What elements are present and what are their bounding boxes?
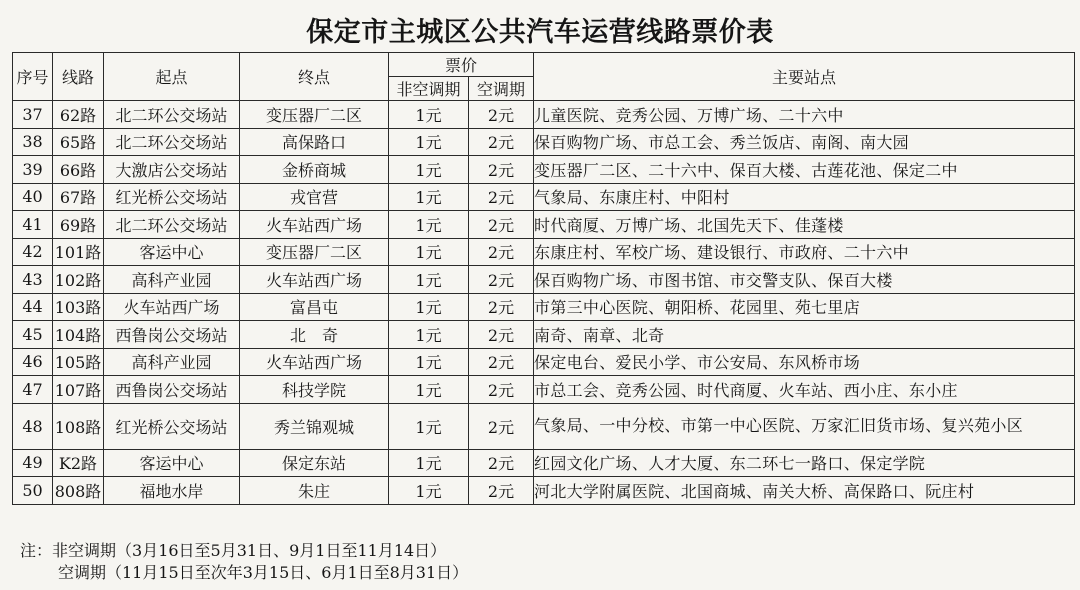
cell-start: 火车站西广场 <box>104 293 240 321</box>
cell-seq: 40 <box>13 183 53 211</box>
cell-stops: 保百购物广场、市图书馆、市交警支队、保百大楼 <box>534 266 1075 294</box>
cell-stops: 气象局、东康庄村、中阳村 <box>534 183 1075 211</box>
cell-start: 客运中心 <box>104 449 240 477</box>
table-row <box>13 293 1075 321</box>
cell-route: 66路 <box>53 156 104 184</box>
cell-route: 107路 <box>53 376 104 404</box>
cell-end: 变压器厂二区 <box>240 238 389 266</box>
cell-seq: 42 <box>13 238 53 266</box>
cell-fare-non-ac: 1元 <box>389 376 469 404</box>
cell-end: 科技学院 <box>240 376 389 404</box>
header-start: 起点 <box>104 53 240 101</box>
table-row <box>13 156 1075 184</box>
cell-fare-non-ac: 1元 <box>389 348 469 376</box>
cell-seq: 37 <box>13 101 53 129</box>
header-fare: 票价 <box>389 53 534 77</box>
cell-fare-ac: 2元 <box>469 348 534 376</box>
cell-end: 北 奇 <box>240 321 389 349</box>
cell-route: 69路 <box>53 211 104 239</box>
table-row <box>13 238 1075 266</box>
cell-fare-non-ac: 1元 <box>389 266 469 294</box>
cell-end: 火车站西广场 <box>240 211 389 239</box>
cell-end: 戎官营 <box>240 183 389 211</box>
cell-stops: 保百购物广场、市总工会、秀兰饭店、南阁、南大园 <box>534 128 1075 156</box>
cell-fare-ac: 2元 <box>469 477 534 505</box>
cell-route: 67路 <box>53 183 104 211</box>
cell-fare-non-ac: 1元 <box>389 211 469 239</box>
cell-start: 红光桥公交场站 <box>104 403 240 449</box>
table-row <box>13 348 1075 376</box>
header-stops: 主要站点 <box>534 53 1075 101</box>
fare-table <box>12 52 1075 505</box>
cell-stops: 气象局、一中分校、市第一中心医院、万家汇旧货市场、复兴苑小区 <box>534 403 1075 449</box>
note-line-1 <box>20 540 468 562</box>
cell-seq: 41 <box>13 211 53 239</box>
cell-stops: 儿童医院、竞秀公园、万博广场、二十六中 <box>534 101 1075 129</box>
cell-end: 高保路口 <box>240 128 389 156</box>
cell-fare-ac: 2元 <box>469 156 534 184</box>
cell-fare-ac: 2元 <box>469 101 534 129</box>
cell-fare-non-ac: 1元 <box>389 321 469 349</box>
cell-seq: 38 <box>13 128 53 156</box>
table-row <box>13 376 1075 404</box>
cell-start: 福地水岸 <box>104 477 240 505</box>
cell-route: 62路 <box>53 101 104 129</box>
table-row <box>13 211 1075 239</box>
cell-end: 朱庄 <box>240 477 389 505</box>
cell-start: 北二环公交场站 <box>104 128 240 156</box>
cell-seq: 50 <box>13 477 53 505</box>
cell-start: 北二环公交场站 <box>104 101 240 129</box>
table-row <box>13 321 1075 349</box>
cell-fare-ac: 2元 <box>469 293 534 321</box>
cell-fare-ac: 2元 <box>469 128 534 156</box>
cell-stops: 变压器厂二区、二十六中、保百大楼、古莲花池、保定二中 <box>534 156 1075 184</box>
cell-fare-ac: 2元 <box>469 238 534 266</box>
header-route: 线路 <box>53 53 104 101</box>
cell-fare-non-ac: 1元 <box>389 449 469 477</box>
note-prefix: 注： <box>20 541 53 560</box>
cell-stops: 河北大学附属医院、北国商城、南关大桥、高保路口、阮庄村 <box>534 477 1075 505</box>
cell-route: 103路 <box>53 293 104 321</box>
table-row <box>13 183 1075 211</box>
cell-fare-ac: 2元 <box>469 183 534 211</box>
cell-seq: 39 <box>13 156 53 184</box>
cell-seq: 43 <box>13 266 53 294</box>
cell-end: 火车站西广场 <box>240 348 389 376</box>
cell-start: 西鲁岗公交场站 <box>104 321 240 349</box>
cell-fare-non-ac: 1元 <box>389 183 469 211</box>
note-non-ac-period: 非空调期（3月16日至5月31日、9月1日至11月14日） <box>52 541 447 560</box>
header-fare-non-ac: 非空调期 <box>389 77 469 101</box>
cell-end: 秀兰锦观城 <box>240 403 389 449</box>
notes <box>20 540 468 584</box>
table-row <box>13 101 1075 129</box>
cell-fare-ac: 2元 <box>469 376 534 404</box>
cell-fare-non-ac: 1元 <box>389 238 469 266</box>
cell-route: 102路 <box>53 266 104 294</box>
cell-fare-non-ac: 1元 <box>389 293 469 321</box>
cell-fare-non-ac: 1元 <box>389 128 469 156</box>
cell-end: 变压器厂二区 <box>240 101 389 129</box>
header-fare-ac: 空调期 <box>469 77 534 101</box>
header-seq: 序号 <box>13 53 53 101</box>
cell-start: 客运中心 <box>104 238 240 266</box>
cell-seq: 48 <box>13 403 53 449</box>
cell-route: 108路 <box>53 403 104 449</box>
cell-seq: 44 <box>13 293 53 321</box>
cell-fare-ac: 2元 <box>469 321 534 349</box>
cell-start: 高科产业园 <box>104 348 240 376</box>
cell-stops: 市总工会、竞秀公园、时代商厦、火车站、西小庄、东小庄 <box>534 376 1075 404</box>
cell-route: 65路 <box>53 128 104 156</box>
cell-end: 富昌屯 <box>240 293 389 321</box>
cell-fare-non-ac: 1元 <box>389 156 469 184</box>
cell-fare-non-ac: 1元 <box>389 477 469 505</box>
cell-fare-ac: 2元 <box>469 403 534 449</box>
cell-fare-ac: 2元 <box>469 266 534 294</box>
cell-stops: 东康庄村、军校广场、建设银行、市政府、二十六中 <box>534 238 1075 266</box>
cell-start: 红光桥公交场站 <box>104 183 240 211</box>
cell-route: 101路 <box>53 238 104 266</box>
table-row <box>13 266 1075 294</box>
cell-route: 105路 <box>53 348 104 376</box>
header-end: 终点 <box>240 53 389 101</box>
cell-stops: 市第三中心医院、朝阳桥、花园里、苑七里店 <box>534 293 1075 321</box>
cell-seq: 46 <box>13 348 53 376</box>
table-header-row <box>13 53 1075 77</box>
cell-end: 保定东站 <box>240 449 389 477</box>
table-row <box>13 477 1075 505</box>
page-title: 保定市主城区公共汽车运营线路票价表 <box>306 17 774 48</box>
cell-stops: 保定电台、爱民小学、市公安局、东风桥市场 <box>534 348 1075 376</box>
cell-stops: 时代商厦、万博广场、北国先天下、佳蓬楼 <box>534 211 1075 239</box>
cell-stops: 红园文化广场、人才大厦、东二环七一路口、保定学院 <box>534 449 1075 477</box>
cell-start: 西鲁岗公交场站 <box>104 376 240 404</box>
cell-seq: 49 <box>13 449 53 477</box>
cell-start: 北二环公交场站 <box>104 211 240 239</box>
cell-end: 金桥商城 <box>240 156 389 184</box>
cell-seq: 45 <box>13 321 53 349</box>
cell-start: 大激店公交场站 <box>104 156 240 184</box>
cell-route: 104路 <box>53 321 104 349</box>
cell-end: 火车站西广场 <box>240 266 389 294</box>
cell-fare-non-ac: 1元 <box>389 101 469 129</box>
cell-stops: 南奇、南章、北奇 <box>534 321 1075 349</box>
cell-start: 高科产业园 <box>104 266 240 294</box>
cell-fare-ac: 2元 <box>469 449 534 477</box>
cell-seq: 47 <box>13 376 53 404</box>
cell-route: 808路 <box>53 477 104 505</box>
table-row <box>13 403 1075 449</box>
table-row <box>13 128 1075 156</box>
table-row <box>13 449 1075 477</box>
cell-route: K2路 <box>53 449 104 477</box>
cell-fare-non-ac: 1元 <box>389 403 469 449</box>
note-line-2: 空调期（11月15日至次年3月15日、6月1日至8月31日） <box>58 563 469 582</box>
cell-fare-ac: 2元 <box>469 211 534 239</box>
